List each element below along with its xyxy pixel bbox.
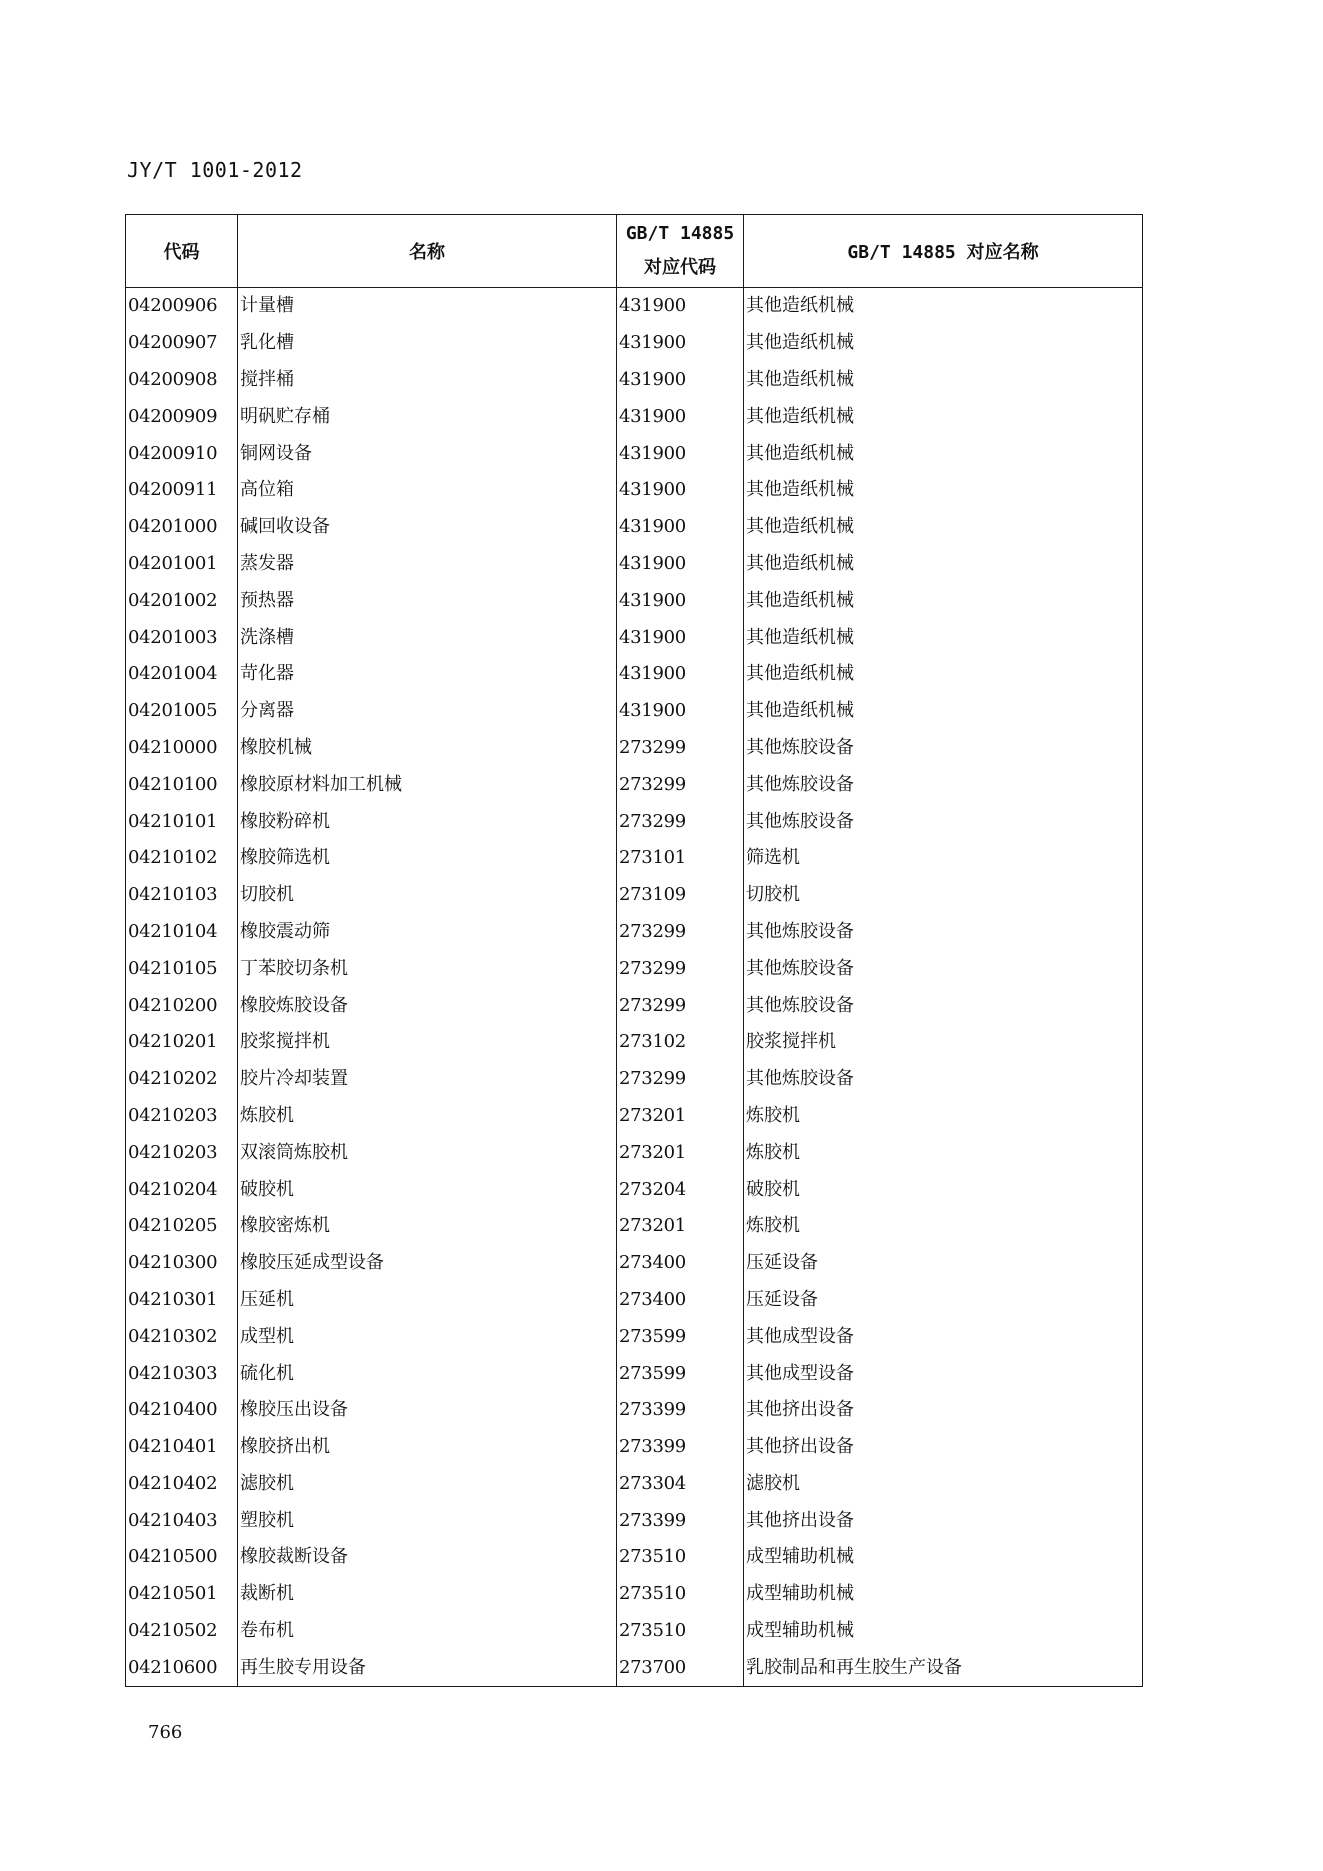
- table-row: [126, 987, 1143, 1024]
- cell-gb-code: 431900: [617, 693, 744, 730]
- cell-name: 橡胶机械: [238, 730, 617, 767]
- table-row: [126, 1318, 1143, 1355]
- cell-gb-code: 273201: [617, 1134, 744, 1171]
- table-row: [126, 1355, 1143, 1392]
- cell-name: 橡胶密炼机: [238, 1208, 617, 1245]
- table-row: [126, 435, 1143, 472]
- table-row: [126, 1649, 1143, 1686]
- cell-name: 分离器: [238, 693, 617, 730]
- cell-name: 橡胶挤出机: [238, 1429, 617, 1466]
- cell-code: 04201004: [126, 656, 238, 693]
- table-row: [126, 730, 1143, 767]
- cell-code: 04200909: [126, 398, 238, 435]
- table-row: [126, 656, 1143, 693]
- cell-code: 04210403: [126, 1502, 238, 1539]
- header-gb-name: GB/T 14885 对应名称: [744, 215, 1143, 288]
- cell-gb-name: 其他炼胶设备: [744, 766, 1143, 803]
- cell-gb-code: 273400: [617, 1282, 744, 1319]
- cell-code: 04200911: [126, 472, 238, 509]
- document-id: JY/T 1001-2012: [127, 158, 303, 182]
- cell-name: 预热器: [238, 582, 617, 619]
- cell-gb-name: 其他造纸机械: [744, 362, 1143, 399]
- cell-gb-code: 273109: [617, 877, 744, 914]
- cell-name: 成型机: [238, 1318, 617, 1355]
- cell-gb-name: 其他造纸机械: [744, 509, 1143, 546]
- cell-gb-name: 其他挤出设备: [744, 1392, 1143, 1429]
- cell-gb-name: 炼胶机: [744, 1098, 1143, 1135]
- table-body: [126, 288, 1143, 1687]
- cell-code: 04210102: [126, 840, 238, 877]
- table-row: [126, 398, 1143, 435]
- table-row: [126, 1208, 1143, 1245]
- cell-name: 高位箱: [238, 472, 617, 509]
- cell-name: 碱回收设备: [238, 509, 617, 546]
- cell-code: 04210500: [126, 1539, 238, 1576]
- table-row: [126, 693, 1143, 730]
- table-row: [126, 546, 1143, 583]
- cell-gb-name: 成型辅助机械: [744, 1613, 1143, 1650]
- cell-code: 04210201: [126, 1024, 238, 1061]
- cell-name: 明矾贮存桶: [238, 398, 617, 435]
- cell-code: 04210204: [126, 1171, 238, 1208]
- cell-gb-name: 滤胶机: [744, 1466, 1143, 1503]
- cell-code: 04210202: [126, 1061, 238, 1098]
- cell-name: 切胶机: [238, 877, 617, 914]
- cell-gb-code: 273304: [617, 1466, 744, 1503]
- cell-code: 04210301: [126, 1282, 238, 1319]
- cell-code: 04210401: [126, 1429, 238, 1466]
- cell-gb-name: 其他炼胶设备: [744, 730, 1143, 767]
- cell-code: 04210105: [126, 950, 238, 987]
- table-row: [126, 766, 1143, 803]
- table-row: [126, 1429, 1143, 1466]
- cell-gb-code: 273299: [617, 1061, 744, 1098]
- table-row: [126, 1466, 1143, 1503]
- cell-name: 橡胶震动筛: [238, 914, 617, 951]
- cell-name: 橡胶筛选机: [238, 840, 617, 877]
- cell-code: 04201000: [126, 509, 238, 546]
- cell-gb-code: 273299: [617, 766, 744, 803]
- cell-code: 04210302: [126, 1318, 238, 1355]
- cell-name: 蒸发器: [238, 546, 617, 583]
- cell-name: 塑胶机: [238, 1502, 617, 1539]
- cell-code: 04210100: [126, 766, 238, 803]
- cell-gb-name: 其他挤出设备: [744, 1429, 1143, 1466]
- table-row: [126, 472, 1143, 509]
- cell-name: 橡胶裁断设备: [238, 1539, 617, 1576]
- cell-code: 04210104: [126, 914, 238, 951]
- cell-name: 乳化槽: [238, 325, 617, 362]
- cell-name: 炼胶机: [238, 1098, 617, 1135]
- cell-gb-name: 切胶机: [744, 877, 1143, 914]
- cell-name: 胶片冷却装置: [238, 1061, 617, 1098]
- cell-gb-name: 炼胶机: [744, 1134, 1143, 1171]
- cell-gb-name: 成型辅助机械: [744, 1539, 1143, 1576]
- cell-gb-code: 431900: [617, 325, 744, 362]
- cell-gb-code: 431900: [617, 546, 744, 583]
- cell-name: 滤胶机: [238, 1466, 617, 1503]
- cell-code: 04200907: [126, 325, 238, 362]
- cell-code: 04201002: [126, 582, 238, 619]
- table-row: [126, 1245, 1143, 1282]
- cell-name: 铜网设备: [238, 435, 617, 472]
- cell-gb-code: 431900: [617, 288, 744, 325]
- cell-gb-code: 273510: [617, 1576, 744, 1613]
- header-name: 名称: [238, 215, 617, 288]
- cell-gb-code: 273700: [617, 1649, 744, 1686]
- table-row: [126, 619, 1143, 656]
- cell-name: 搅拌桶: [238, 362, 617, 399]
- cell-gb-code: 273510: [617, 1613, 744, 1650]
- cell-gb-name: 压延设备: [744, 1245, 1143, 1282]
- cell-gb-code: 273599: [617, 1355, 744, 1392]
- cell-gb-name: 筛选机: [744, 840, 1143, 877]
- cell-name: 丁苯胶切条机: [238, 950, 617, 987]
- table-row: [126, 1613, 1143, 1650]
- cell-gb-name: 其他造纸机械: [744, 546, 1143, 583]
- table-row: [126, 1282, 1143, 1319]
- cell-gb-code: 273599: [617, 1318, 744, 1355]
- cell-name: 硫化机: [238, 1355, 617, 1392]
- cell-gb-name: 压延设备: [744, 1282, 1143, 1319]
- cell-gb-code: 431900: [617, 656, 744, 693]
- cell-gb-code: 273201: [617, 1098, 744, 1135]
- cell-gb-code: 431900: [617, 582, 744, 619]
- header-code: 代码: [126, 215, 238, 288]
- cell-gb-name: 其他造纸机械: [744, 288, 1143, 325]
- cell-gb-code: 273399: [617, 1392, 744, 1429]
- cell-code: 04210502: [126, 1613, 238, 1650]
- cell-gb-code: 273400: [617, 1245, 744, 1282]
- cell-gb-code: 273399: [617, 1502, 744, 1539]
- cell-name: 胶浆搅拌机: [238, 1024, 617, 1061]
- cell-gb-code: 273299: [617, 987, 744, 1024]
- cell-gb-name: 其他造纸机械: [744, 656, 1143, 693]
- table-row: [126, 362, 1143, 399]
- table-row: [126, 1502, 1143, 1539]
- cell-code: 04210203: [126, 1134, 238, 1171]
- cell-name: 橡胶压出设备: [238, 1392, 617, 1429]
- cell-name: 再生胶专用设备: [238, 1649, 617, 1686]
- cell-gb-name: 其他炼胶设备: [744, 950, 1143, 987]
- cell-gb-name: 其他造纸机械: [744, 325, 1143, 362]
- cell-code: 04210501: [126, 1576, 238, 1613]
- cell-name: 橡胶压延成型设备: [238, 1245, 617, 1282]
- header-gb-code-line2: 对应代码: [644, 257, 716, 278]
- cell-code: 04210303: [126, 1355, 238, 1392]
- cell-gb-name: 炼胶机: [744, 1208, 1143, 1245]
- table-row: [126, 1576, 1143, 1613]
- cell-code: 04210600: [126, 1649, 238, 1686]
- cell-code: 04210300: [126, 1245, 238, 1282]
- cell-gb-code: 431900: [617, 362, 744, 399]
- table-row: [126, 1061, 1143, 1098]
- cell-code: 04210402: [126, 1466, 238, 1503]
- cell-gb-code: 273201: [617, 1208, 744, 1245]
- cell-gb-name: 乳胶制品和再生胶生产设备: [744, 1649, 1143, 1686]
- cell-gb-name: 其他造纸机械: [744, 472, 1143, 509]
- cell-code: 04201005: [126, 693, 238, 730]
- cell-gb-name: 其他造纸机械: [744, 582, 1143, 619]
- cell-name: 橡胶炼胶设备: [238, 987, 617, 1024]
- cell-code: 04210205: [126, 1208, 238, 1245]
- table-row: [126, 877, 1143, 914]
- table-row: [126, 840, 1143, 877]
- cell-gb-name: 胶浆搅拌机: [744, 1024, 1143, 1061]
- table-row: [126, 1134, 1143, 1171]
- table-row: [126, 288, 1143, 325]
- cell-name: 破胶机: [238, 1171, 617, 1208]
- cell-code: 04210400: [126, 1392, 238, 1429]
- cell-gb-code: 273102: [617, 1024, 744, 1061]
- cell-gb-code: 273101: [617, 840, 744, 877]
- table-row: [126, 803, 1143, 840]
- table-row: [126, 509, 1143, 546]
- cell-gb-code: 431900: [617, 619, 744, 656]
- cell-gb-code: 273204: [617, 1171, 744, 1208]
- cell-gb-name: 其他造纸机械: [744, 619, 1143, 656]
- cell-gb-name: 其他成型设备: [744, 1318, 1143, 1355]
- cell-gb-code: 273399: [617, 1429, 744, 1466]
- cell-name: 洗涤槽: [238, 619, 617, 656]
- cell-gb-name: 其他造纸机械: [744, 435, 1143, 472]
- page-number: 766: [148, 1722, 183, 1743]
- table-row: [126, 914, 1143, 951]
- cell-code: 04210203: [126, 1098, 238, 1135]
- cell-gb-name: 其他炼胶设备: [744, 1061, 1143, 1098]
- cell-code: 04201003: [126, 619, 238, 656]
- header-gb-code-line1: GB/T 14885: [625, 223, 735, 244]
- cell-code: 04200910: [126, 435, 238, 472]
- cell-gb-code: 273510: [617, 1539, 744, 1576]
- cell-gb-name: 其他造纸机械: [744, 398, 1143, 435]
- cell-code: 04210101: [126, 803, 238, 840]
- cell-gb-code: 431900: [617, 509, 744, 546]
- header-gb-code: [617, 215, 744, 288]
- cell-gb-name: 破胶机: [744, 1171, 1143, 1208]
- cell-name: 橡胶粉碎机: [238, 803, 617, 840]
- cell-gb-code: 273299: [617, 803, 744, 840]
- cell-gb-name: 其他成型设备: [744, 1355, 1143, 1392]
- cell-gb-name: 成型辅助机械: [744, 1576, 1143, 1613]
- cell-code: 04201001: [126, 546, 238, 583]
- cell-gb-name: 其他炼胶设备: [744, 803, 1143, 840]
- table-row: [126, 325, 1143, 362]
- cell-code: 04200906: [126, 288, 238, 325]
- table-row: [126, 1539, 1143, 1576]
- cell-gb-code: 431900: [617, 472, 744, 509]
- table-row: [126, 950, 1143, 987]
- cell-gb-code: 273299: [617, 730, 744, 767]
- table-row: [126, 582, 1143, 619]
- cell-gb-code: 273299: [617, 914, 744, 951]
- cell-name: 裁断机: [238, 1576, 617, 1613]
- cell-code: 04210103: [126, 877, 238, 914]
- cell-name: 橡胶原材料加工机械: [238, 766, 617, 803]
- table-row: [126, 1024, 1143, 1061]
- cell-code: 04200908: [126, 362, 238, 399]
- cell-gb-code: 273299: [617, 950, 744, 987]
- cell-name: 压延机: [238, 1282, 617, 1319]
- cell-gb-name: 其他炼胶设备: [744, 914, 1143, 951]
- cell-name: 计量槽: [238, 288, 617, 325]
- table-row: [126, 1171, 1143, 1208]
- cell-gb-code: 431900: [617, 435, 744, 472]
- code-mapping-table: [125, 214, 1143, 1687]
- cell-code: 04210000: [126, 730, 238, 767]
- cell-gb-name: 其他造纸机械: [744, 693, 1143, 730]
- cell-name: 卷布机: [238, 1613, 617, 1650]
- cell-gb-name: 其他炼胶设备: [744, 987, 1143, 1024]
- table-row: [126, 1392, 1143, 1429]
- cell-gb-code: 431900: [617, 398, 744, 435]
- cell-name: 双滚筒炼胶机: [238, 1134, 617, 1171]
- table-row: [126, 1098, 1143, 1135]
- cell-gb-name: 其他挤出设备: [744, 1502, 1143, 1539]
- cell-name: 苛化器: [238, 656, 617, 693]
- cell-code: 04210200: [126, 987, 238, 1024]
- table-header-row: [126, 215, 1143, 288]
